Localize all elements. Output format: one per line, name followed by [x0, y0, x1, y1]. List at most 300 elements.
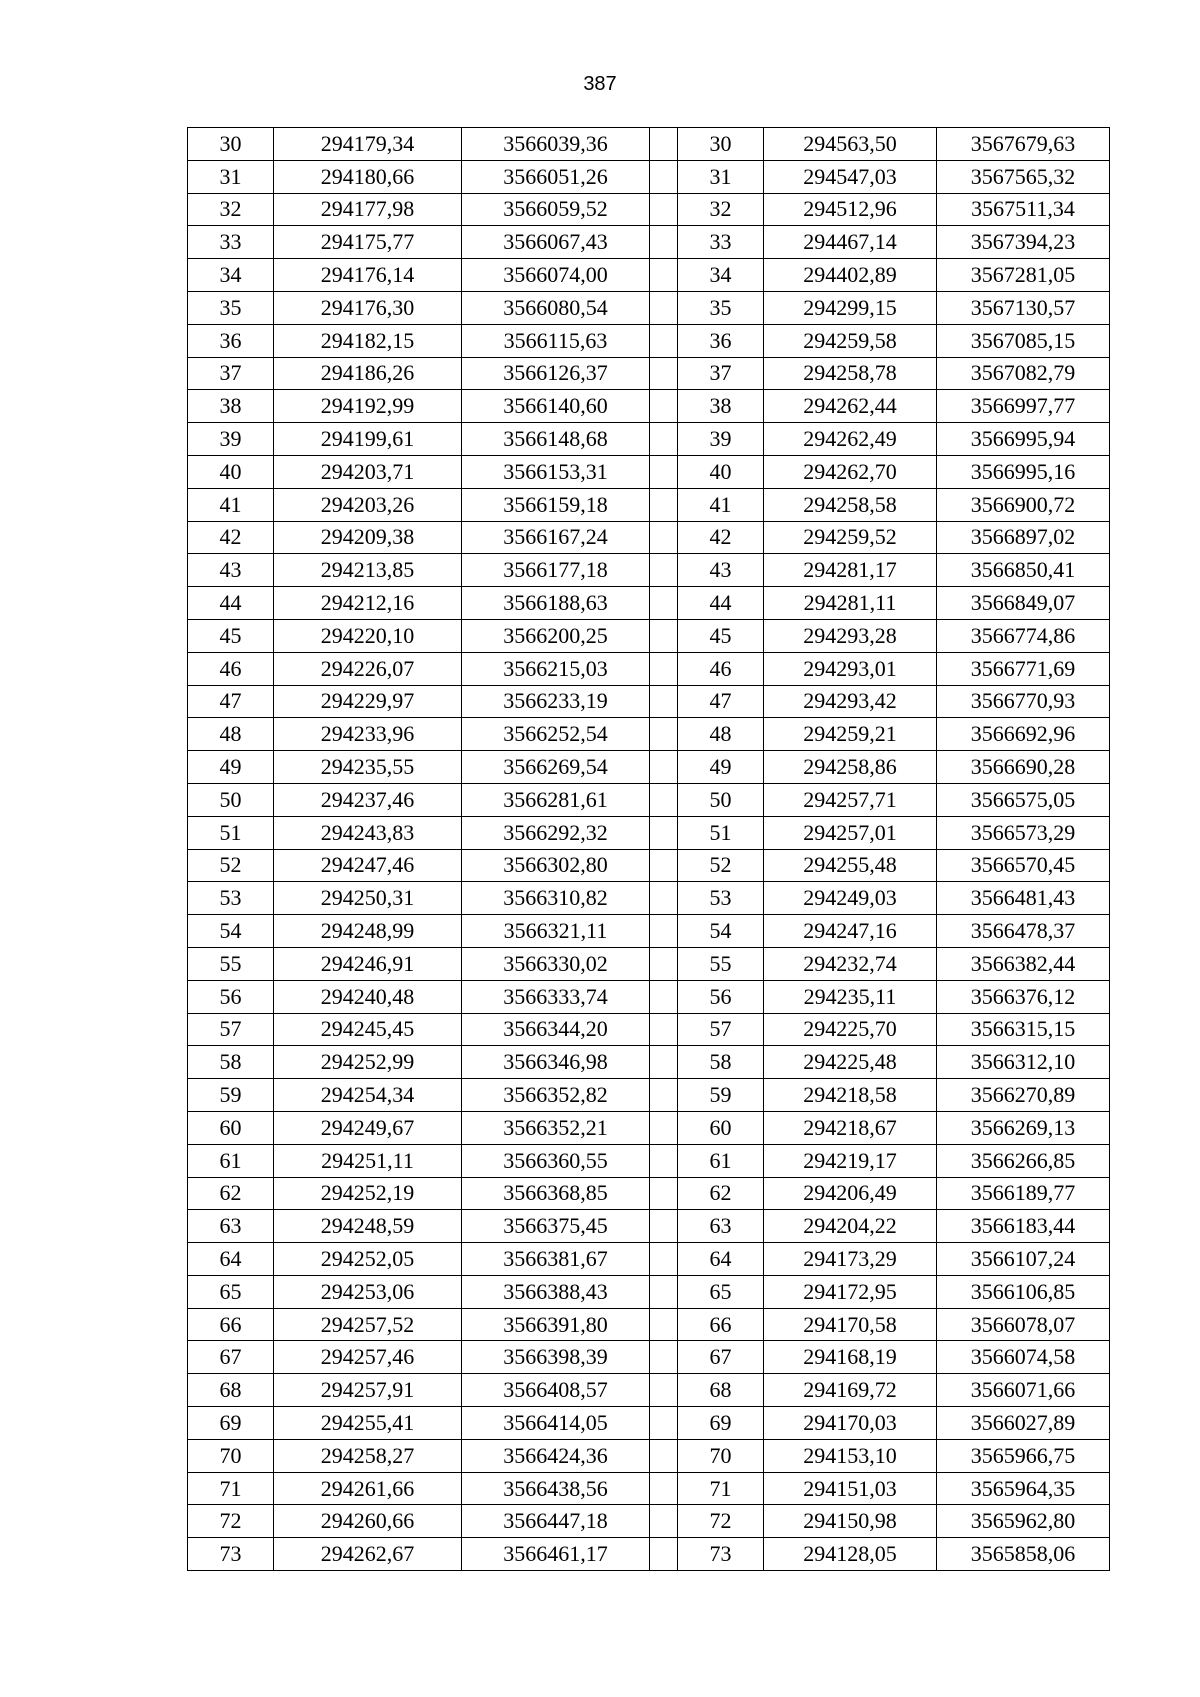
x-coordinate-left: 294180,66 — [274, 160, 462, 193]
x-coordinate-left: 294248,99 — [274, 915, 462, 948]
y-coordinate-right: 3567130,57 — [937, 291, 1110, 324]
point-number-right: 52 — [678, 849, 764, 882]
point-number-right: 45 — [678, 619, 764, 652]
column-separator — [650, 259, 678, 292]
table-row — [188, 160, 1110, 193]
table-row — [188, 554, 1110, 587]
column-separator — [650, 1472, 678, 1505]
table-row — [188, 193, 1110, 226]
table-row — [188, 1111, 1110, 1144]
point-number-left: 49 — [188, 751, 274, 784]
x-coordinate-left: 294258,27 — [274, 1439, 462, 1472]
y-coordinate-left: 3566059,52 — [462, 193, 650, 226]
column-separator — [650, 128, 678, 161]
point-number-right: 58 — [678, 1046, 764, 1079]
table-row — [188, 1505, 1110, 1538]
x-coordinate-right: 294170,58 — [764, 1308, 937, 1341]
point-number-left: 34 — [188, 259, 274, 292]
y-coordinate-left: 3566269,54 — [462, 751, 650, 784]
x-coordinate-right: 294232,74 — [764, 947, 937, 980]
point-number-right: 66 — [678, 1308, 764, 1341]
x-coordinate-left: 294237,46 — [274, 783, 462, 816]
x-coordinate-left: 294243,83 — [274, 816, 462, 849]
x-coordinate-right: 294247,16 — [764, 915, 937, 948]
point-number-left: 31 — [188, 160, 274, 193]
y-coordinate-left: 3566302,80 — [462, 849, 650, 882]
x-coordinate-right: 294218,58 — [764, 1079, 937, 1112]
x-coordinate-right: 294547,03 — [764, 160, 937, 193]
point-number-left: 46 — [188, 652, 274, 685]
y-coordinate-left: 3566080,54 — [462, 291, 650, 324]
point-number-right: 44 — [678, 587, 764, 620]
point-number-right: 69 — [678, 1407, 764, 1440]
point-number-right: 48 — [678, 718, 764, 751]
y-coordinate-right: 3566270,89 — [937, 1079, 1110, 1112]
column-separator — [650, 521, 678, 554]
x-coordinate-left: 294209,38 — [274, 521, 462, 554]
y-coordinate-left: 3566115,63 — [462, 324, 650, 357]
point-number-right: 61 — [678, 1144, 764, 1177]
x-coordinate-left: 294257,52 — [274, 1308, 462, 1341]
y-coordinate-right: 3566027,89 — [937, 1407, 1110, 1440]
y-coordinate-right: 3567511,34 — [937, 193, 1110, 226]
y-coordinate-right: 3567565,32 — [937, 160, 1110, 193]
y-coordinate-left: 3566408,57 — [462, 1374, 650, 1407]
table-row — [188, 259, 1110, 292]
page-number: 387 — [583, 73, 617, 95]
y-coordinate-left: 3566188,63 — [462, 587, 650, 620]
x-coordinate-right: 294262,49 — [764, 423, 937, 456]
column-separator — [650, 291, 678, 324]
y-coordinate-right: 3566897,02 — [937, 521, 1110, 554]
x-coordinate-right: 294225,48 — [764, 1046, 937, 1079]
y-coordinate-right: 3565964,35 — [937, 1472, 1110, 1505]
point-number-right: 34 — [678, 259, 764, 292]
y-coordinate-right: 3566478,37 — [937, 915, 1110, 948]
point-number-right: 47 — [678, 685, 764, 718]
x-coordinate-right: 294128,05 — [764, 1538, 937, 1571]
y-coordinate-right: 3566774,86 — [937, 619, 1110, 652]
point-number-right: 32 — [678, 193, 764, 226]
y-coordinate-right: 3566692,96 — [937, 718, 1110, 751]
x-coordinate-right: 294259,58 — [764, 324, 937, 357]
point-number-left: 58 — [188, 1046, 274, 1079]
x-coordinate-right: 294293,28 — [764, 619, 937, 652]
column-separator — [650, 849, 678, 882]
x-coordinate-right: 294262,70 — [764, 455, 937, 488]
point-number-right: 36 — [678, 324, 764, 357]
x-coordinate-left: 294226,07 — [274, 652, 462, 685]
point-number-right: 51 — [678, 816, 764, 849]
coordinates-table — [187, 127, 1110, 1571]
y-coordinate-left: 3566352,82 — [462, 1079, 650, 1112]
y-coordinate-left: 3566215,03 — [462, 652, 650, 685]
column-separator — [650, 882, 678, 915]
column-separator — [650, 1177, 678, 1210]
table-row — [188, 128, 1110, 161]
point-number-left: 59 — [188, 1079, 274, 1112]
x-coordinate-left: 294213,85 — [274, 554, 462, 587]
column-separator — [650, 1439, 678, 1472]
table-row — [188, 783, 1110, 816]
y-coordinate-right: 3566074,58 — [937, 1341, 1110, 1374]
y-coordinate-left: 3566375,45 — [462, 1210, 650, 1243]
point-number-right: 73 — [678, 1538, 764, 1571]
x-coordinate-right: 294206,49 — [764, 1177, 937, 1210]
x-coordinate-left: 294175,77 — [274, 226, 462, 259]
y-coordinate-right: 3566900,72 — [937, 488, 1110, 521]
point-number-right: 38 — [678, 390, 764, 423]
point-number-right: 55 — [678, 947, 764, 980]
point-number-left: 73 — [188, 1538, 274, 1571]
y-coordinate-left: 3566447,18 — [462, 1505, 650, 1538]
point-number-right: 41 — [678, 488, 764, 521]
column-separator — [650, 1275, 678, 1308]
point-number-left: 63 — [188, 1210, 274, 1243]
x-coordinate-left: 294246,91 — [274, 947, 462, 980]
y-coordinate-right: 3566575,05 — [937, 783, 1110, 816]
table-row — [188, 816, 1110, 849]
table-row — [188, 1538, 1110, 1571]
point-number-left: 71 — [188, 1472, 274, 1505]
table-row — [188, 455, 1110, 488]
column-separator — [650, 1046, 678, 1079]
table-row — [188, 324, 1110, 357]
table-row — [188, 718, 1110, 751]
column-separator — [650, 915, 678, 948]
x-coordinate-left: 294192,99 — [274, 390, 462, 423]
point-number-right: 60 — [678, 1111, 764, 1144]
column-separator — [650, 1111, 678, 1144]
point-number-left: 48 — [188, 718, 274, 751]
y-coordinate-left: 3566126,37 — [462, 357, 650, 390]
x-coordinate-right: 294262,44 — [764, 390, 937, 423]
y-coordinate-left: 3566330,02 — [462, 947, 650, 980]
x-coordinate-right: 294218,67 — [764, 1111, 937, 1144]
x-coordinate-right: 294563,50 — [764, 128, 937, 161]
x-coordinate-right: 294219,17 — [764, 1144, 937, 1177]
x-coordinate-left: 294245,45 — [274, 1013, 462, 1046]
x-coordinate-left: 294235,55 — [274, 751, 462, 784]
x-coordinate-left: 294261,66 — [274, 1472, 462, 1505]
column-separator — [650, 357, 678, 390]
point-number-right: 62 — [678, 1177, 764, 1210]
table-row — [188, 1013, 1110, 1046]
point-number-left: 30 — [188, 128, 274, 161]
column-separator — [650, 423, 678, 456]
point-number-left: 51 — [188, 816, 274, 849]
point-number-left: 45 — [188, 619, 274, 652]
x-coordinate-right: 294204,22 — [764, 1210, 937, 1243]
point-number-right: 30 — [678, 128, 764, 161]
coordinates-table-body — [188, 128, 1110, 1571]
y-coordinate-right: 3566849,07 — [937, 587, 1110, 620]
x-coordinate-left: 294254,34 — [274, 1079, 462, 1112]
table-row — [188, 1472, 1110, 1505]
y-coordinate-left: 3566051,26 — [462, 160, 650, 193]
point-number-right: 33 — [678, 226, 764, 259]
column-separator — [650, 652, 678, 685]
y-coordinate-right: 3566771,69 — [937, 652, 1110, 685]
y-coordinate-left: 3566388,43 — [462, 1275, 650, 1308]
column-separator — [650, 619, 678, 652]
y-coordinate-left: 3566167,24 — [462, 521, 650, 554]
x-coordinate-right: 294293,42 — [764, 685, 937, 718]
point-number-left: 32 — [188, 193, 274, 226]
y-coordinate-left: 3566381,67 — [462, 1243, 650, 1276]
y-coordinate-right: 3566770,93 — [937, 685, 1110, 718]
table-row — [188, 1144, 1110, 1177]
x-coordinate-left: 294251,11 — [274, 1144, 462, 1177]
x-coordinate-left: 294257,46 — [274, 1341, 462, 1374]
x-coordinate-right: 294402,89 — [764, 259, 937, 292]
x-coordinate-left: 294176,30 — [274, 291, 462, 324]
y-coordinate-right: 3566481,43 — [937, 882, 1110, 915]
x-coordinate-left: 294257,91 — [274, 1374, 462, 1407]
point-number-left: 40 — [188, 455, 274, 488]
table-row — [188, 1407, 1110, 1440]
x-coordinate-left: 294233,96 — [274, 718, 462, 751]
point-number-right: 64 — [678, 1243, 764, 1276]
x-coordinate-left: 294255,41 — [274, 1407, 462, 1440]
y-coordinate-left: 3566153,31 — [462, 455, 650, 488]
y-coordinate-right: 3566189,77 — [937, 1177, 1110, 1210]
point-number-left: 54 — [188, 915, 274, 948]
x-coordinate-left: 294176,14 — [274, 259, 462, 292]
y-coordinate-left: 3566360,55 — [462, 1144, 650, 1177]
y-coordinate-left: 3566368,85 — [462, 1177, 650, 1210]
x-coordinate-right: 294281,11 — [764, 587, 937, 620]
column-separator — [650, 1079, 678, 1112]
point-number-right: 42 — [678, 521, 764, 554]
point-number-right: 70 — [678, 1439, 764, 1472]
x-coordinate-right: 294512,96 — [764, 193, 937, 226]
column-separator — [650, 160, 678, 193]
column-separator — [650, 587, 678, 620]
point-number-left: 33 — [188, 226, 274, 259]
x-coordinate-right: 294258,58 — [764, 488, 937, 521]
y-coordinate-left: 3566346,98 — [462, 1046, 650, 1079]
x-coordinate-right: 294255,48 — [764, 849, 937, 882]
x-coordinate-right: 294151,03 — [764, 1472, 937, 1505]
y-coordinate-right: 3566573,29 — [937, 816, 1110, 849]
x-coordinate-right: 294173,29 — [764, 1243, 937, 1276]
point-number-right: 54 — [678, 915, 764, 948]
y-coordinate-right: 3565962,80 — [937, 1505, 1110, 1538]
x-coordinate-right: 294259,52 — [764, 521, 937, 554]
point-number-left: 42 — [188, 521, 274, 554]
column-separator — [650, 816, 678, 849]
table-row — [188, 291, 1110, 324]
x-coordinate-left: 294262,67 — [274, 1538, 462, 1571]
x-coordinate-right: 294293,01 — [764, 652, 937, 685]
point-number-right: 71 — [678, 1472, 764, 1505]
point-number-left: 68 — [188, 1374, 274, 1407]
y-coordinate-right: 3566997,77 — [937, 390, 1110, 423]
x-coordinate-left: 294179,34 — [274, 128, 462, 161]
x-coordinate-right: 294170,03 — [764, 1407, 937, 1440]
y-coordinate-left: 3566461,17 — [462, 1538, 650, 1571]
point-number-left: 64 — [188, 1243, 274, 1276]
y-coordinate-right: 3566315,15 — [937, 1013, 1110, 1046]
column-separator — [650, 226, 678, 259]
y-coordinate-left: 3566140,60 — [462, 390, 650, 423]
point-number-right: 53 — [678, 882, 764, 915]
point-number-left: 69 — [188, 1407, 274, 1440]
x-coordinate-left: 294248,59 — [274, 1210, 462, 1243]
x-coordinate-left: 294199,61 — [274, 423, 462, 456]
table-row — [188, 980, 1110, 1013]
x-coordinate-right: 294225,70 — [764, 1013, 937, 1046]
point-number-left: 35 — [188, 291, 274, 324]
y-coordinate-right: 3566690,28 — [937, 751, 1110, 784]
point-number-right: 46 — [678, 652, 764, 685]
x-coordinate-left: 294240,48 — [274, 980, 462, 1013]
table-row — [188, 1177, 1110, 1210]
y-coordinate-left: 3566292,32 — [462, 816, 650, 849]
y-coordinate-right: 3566071,66 — [937, 1374, 1110, 1407]
point-number-right: 50 — [678, 783, 764, 816]
y-coordinate-left: 3566352,21 — [462, 1111, 650, 1144]
y-coordinate-left: 3566414,05 — [462, 1407, 650, 1440]
y-coordinate-right: 3566850,41 — [937, 554, 1110, 587]
y-coordinate-left: 3566074,00 — [462, 259, 650, 292]
point-number-right: 49 — [678, 751, 764, 784]
column-separator — [650, 718, 678, 751]
point-number-right: 67 — [678, 1341, 764, 1374]
x-coordinate-right: 294258,86 — [764, 751, 937, 784]
y-coordinate-right: 3566570,45 — [937, 849, 1110, 882]
point-number-left: 62 — [188, 1177, 274, 1210]
x-coordinate-right: 294235,11 — [764, 980, 937, 1013]
y-coordinate-left: 3566233,19 — [462, 685, 650, 718]
x-coordinate-right: 294257,71 — [764, 783, 937, 816]
x-coordinate-left: 294252,05 — [274, 1243, 462, 1276]
x-coordinate-right: 294467,14 — [764, 226, 937, 259]
column-separator — [650, 1144, 678, 1177]
y-coordinate-left: 3566424,36 — [462, 1439, 650, 1472]
x-coordinate-left: 294203,71 — [274, 455, 462, 488]
column-separator — [650, 1013, 678, 1046]
table-row — [188, 685, 1110, 718]
point-number-left: 67 — [188, 1341, 274, 1374]
y-coordinate-right: 3566376,12 — [937, 980, 1110, 1013]
point-number-left: 56 — [188, 980, 274, 1013]
y-coordinate-left: 3566067,43 — [462, 226, 650, 259]
point-number-right: 35 — [678, 291, 764, 324]
column-separator — [650, 1407, 678, 1440]
table-row — [188, 423, 1110, 456]
x-coordinate-left: 294182,15 — [274, 324, 462, 357]
table-row — [188, 947, 1110, 980]
x-coordinate-left: 294249,67 — [274, 1111, 462, 1144]
table-row — [188, 1079, 1110, 1112]
column-separator — [650, 1243, 678, 1276]
table-row — [188, 882, 1110, 915]
table-row — [188, 1308, 1110, 1341]
point-number-left: 41 — [188, 488, 274, 521]
x-coordinate-left: 294212,16 — [274, 587, 462, 620]
x-coordinate-left: 294220,10 — [274, 619, 462, 652]
table-row — [188, 751, 1110, 784]
x-coordinate-left: 294203,26 — [274, 488, 462, 521]
column-separator — [650, 488, 678, 521]
column-separator — [650, 751, 678, 784]
table-row — [188, 1243, 1110, 1276]
table-row — [188, 849, 1110, 882]
y-coordinate-right: 3566107,24 — [937, 1243, 1110, 1276]
y-coordinate-left: 3566321,11 — [462, 915, 650, 948]
table-row — [188, 1210, 1110, 1243]
x-coordinate-left: 294252,99 — [274, 1046, 462, 1079]
table-row — [188, 619, 1110, 652]
point-number-left: 52 — [188, 849, 274, 882]
x-coordinate-right: 294299,15 — [764, 291, 937, 324]
point-number-right: 31 — [678, 160, 764, 193]
point-number-right: 57 — [678, 1013, 764, 1046]
y-coordinate-left: 3566252,54 — [462, 718, 650, 751]
column-separator — [650, 455, 678, 488]
point-number-left: 65 — [188, 1275, 274, 1308]
point-number-left: 53 — [188, 882, 274, 915]
table-row — [188, 390, 1110, 423]
x-coordinate-right: 294257,01 — [764, 816, 937, 849]
y-coordinate-right: 3567679,63 — [937, 128, 1110, 161]
x-coordinate-left: 294252,19 — [274, 1177, 462, 1210]
table-row — [188, 357, 1110, 390]
y-coordinate-right: 3567085,15 — [937, 324, 1110, 357]
point-number-left: 55 — [188, 947, 274, 980]
table-row — [188, 1439, 1110, 1472]
y-coordinate-right: 3566078,07 — [937, 1308, 1110, 1341]
y-coordinate-right: 3566312,10 — [937, 1046, 1110, 1079]
table-row — [188, 1374, 1110, 1407]
x-coordinate-right: 294169,72 — [764, 1374, 937, 1407]
y-coordinate-right: 3566106,85 — [937, 1275, 1110, 1308]
point-number-left: 70 — [188, 1439, 274, 1472]
table-row — [188, 652, 1110, 685]
column-separator — [650, 1210, 678, 1243]
table-row — [188, 1275, 1110, 1308]
y-coordinate-right: 3567394,23 — [937, 226, 1110, 259]
y-coordinate-right: 3566995,16 — [937, 455, 1110, 488]
point-number-right: 59 — [678, 1079, 764, 1112]
column-separator — [650, 324, 678, 357]
point-number-right: 72 — [678, 1505, 764, 1538]
point-number-left: 39 — [188, 423, 274, 456]
x-coordinate-right: 294249,03 — [764, 882, 937, 915]
point-number-right: 56 — [678, 980, 764, 1013]
y-coordinate-right: 3566266,85 — [937, 1144, 1110, 1177]
x-coordinate-left: 294177,98 — [274, 193, 462, 226]
point-number-left: 43 — [188, 554, 274, 587]
x-coordinate-left: 294253,06 — [274, 1275, 462, 1308]
y-coordinate-left: 3566148,68 — [462, 423, 650, 456]
y-coordinate-left: 3566177,18 — [462, 554, 650, 587]
y-coordinate-left: 3566391,80 — [462, 1308, 650, 1341]
table-row — [188, 1046, 1110, 1079]
x-coordinate-right: 294150,98 — [764, 1505, 937, 1538]
y-coordinate-right: 3565966,75 — [937, 1439, 1110, 1472]
x-coordinate-right: 294259,21 — [764, 718, 937, 751]
point-number-left: 38 — [188, 390, 274, 423]
column-separator — [650, 1505, 678, 1538]
column-separator — [650, 1341, 678, 1374]
table-row — [188, 226, 1110, 259]
y-coordinate-right: 3566269,13 — [937, 1111, 1110, 1144]
point-number-left: 36 — [188, 324, 274, 357]
x-coordinate-right: 294168,19 — [764, 1341, 937, 1374]
